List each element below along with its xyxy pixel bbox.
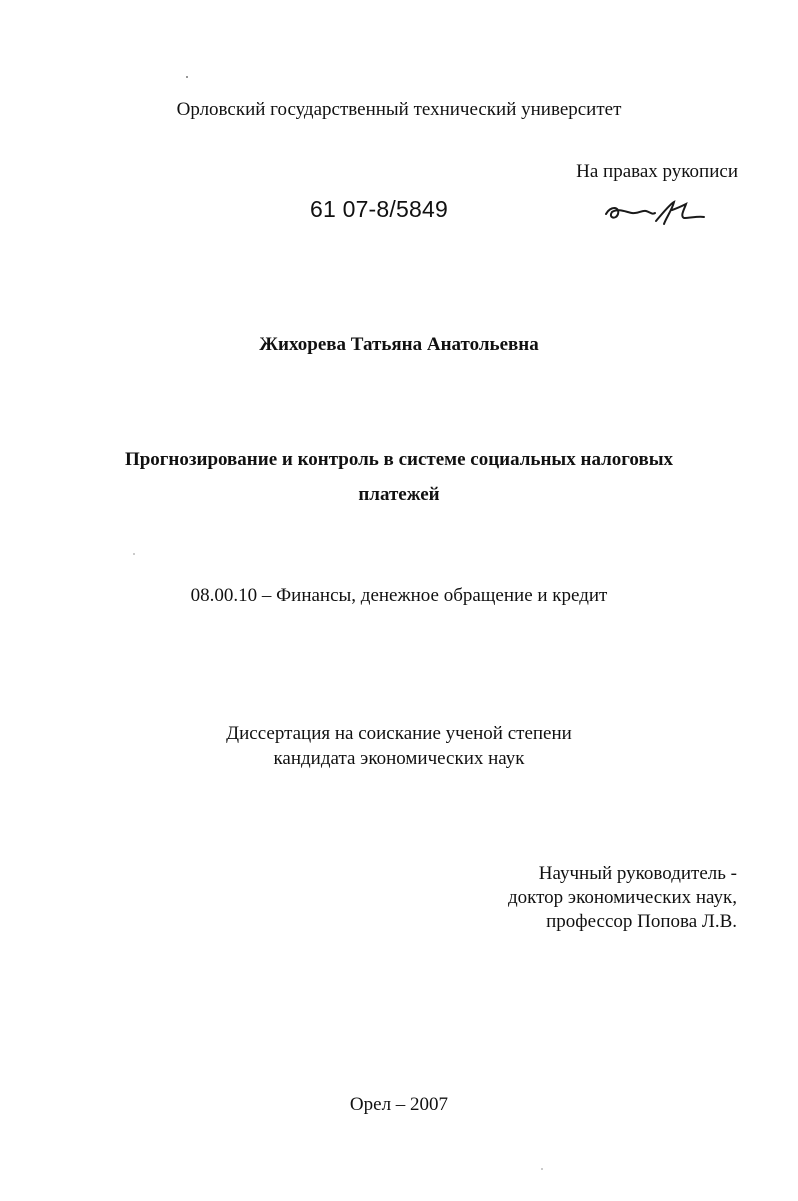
supervisor-line-1: Научный руководитель - xyxy=(538,863,737,884)
dissertation-title-line-1: Прогнозирование и контроль в системе социальных налоговых xyxy=(124,449,674,470)
degree-line-2: кандидата экономических наук xyxy=(273,748,525,769)
city-year: Орел – 2007 xyxy=(349,1094,449,1115)
signature-icon xyxy=(600,196,710,230)
dissertation-title-line-2: платежей xyxy=(358,484,440,505)
catalog-code: 61 07-8/5849 xyxy=(310,196,448,222)
university-name: Орловский государственный технический университет xyxy=(176,99,622,120)
author-name: Жихорева Татьяна Анатольевна xyxy=(259,334,539,355)
scan-speck xyxy=(186,76,188,78)
scan-speck xyxy=(133,553,135,555)
degree-line-1: Диссертация на соискание ученой степени xyxy=(226,723,572,744)
supervisor-line-2: доктор экономических наук, xyxy=(507,887,737,908)
supervisor-line-3: профессор Попова Л.В. xyxy=(546,911,737,932)
specialty-code: 08.00.10 – Финансы, денежное обращение и кредит xyxy=(190,585,608,606)
scan-speck xyxy=(541,1168,543,1170)
manuscript-note: На правах рукописи xyxy=(576,161,738,182)
